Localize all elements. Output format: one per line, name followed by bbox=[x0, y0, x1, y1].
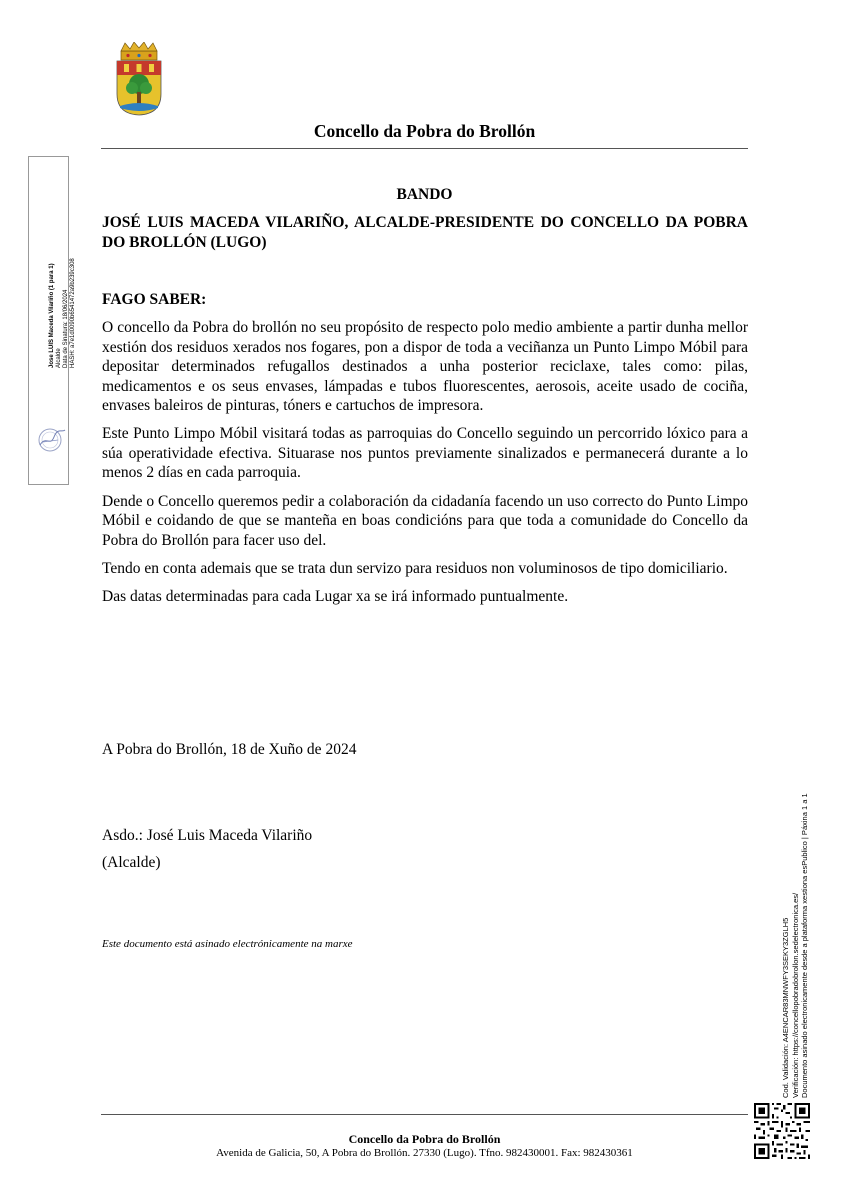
coat-of-arms-logo bbox=[112, 42, 166, 116]
verification-url-line: Verificación: https://concellopobradobrollon.sedelectronica.es/ bbox=[790, 892, 800, 1098]
body-paragraph: O concello da Pobra do brollón no seu propósito de respecto polo medio ambiente a partir dunha mellor xestión dos residuos xerados nos fogares, pon a dispor de toda a veciñanza un Punto Limpo Móbil para depositar determinados refugallos destinados a unha posterior reciclaxe, tales como: pilas, medicamentos e os seus envases, lámpadas e tubos fluorescentes, aerosois, aceite usado de cociña, envases baleiros de pinturas, tóners e cartuchos de impresora. bbox=[102, 319, 748, 414]
footer-address: Avenida de Galicia, 50, A Pobra do Brollón. 27330 (Lugo). Tfno. 982430001. Fax: 982430361 bbox=[216, 1147, 633, 1159]
body-paragraph: Dende o Concello queremos pedir a colaboración da cidadanía facendo un uso correcto do Punto Limpo Móbil e coidando de que se manteña en boas condicións para que toda a comunidade do Concello da Pobra do Brollón para facer uso del. bbox=[102, 492, 748, 549]
signature-stamp-icon bbox=[36, 425, 66, 455]
footer-divider bbox=[101, 1114, 748, 1115]
electronic-signature-note: Este documento está asinado electrónicamente na marxe bbox=[102, 938, 353, 950]
validation-code-line: Cod. Validación: A4ENCAR83MNWFY3SEKY3ZGLH5 bbox=[781, 917, 790, 1098]
body-paragraph: Este Punto Limpo Móbil visitará todas as parroquias do Concello seguindo un percorrido lóxico para a súa operatividade efectiva. Situarase nos puntos previamente sinalizados e permanecerá durante a lo menos 2 días en cada parroquia. bbox=[102, 425, 748, 482]
platform-page-line: Documento asinado electronicamente desde a plataforma xestiona esPublico | Páxina 1 a 1 bbox=[800, 793, 809, 1098]
header-title: Concello da Pobra do Brollón bbox=[313, 121, 536, 141]
body-paragraph: Das datas determinadas para cada Lugar xa se irá informado puntualmente. bbox=[102, 588, 569, 606]
document-subheading: JOSÉ LUIS MACEDA VILARIÑO, ALCALDE-PRESIDENTE DO CONCELLO DA POBRA DO BROLLÓN (LUGO) bbox=[102, 214, 748, 251]
document-heading: BANDO bbox=[396, 186, 453, 203]
validation-text bbox=[781, 793, 810, 1098]
signer-position-line: Alcalde bbox=[56, 348, 62, 368]
document-intro: FAGO SABER: bbox=[102, 291, 207, 308]
signature-hash-line: HASH: a7e1d0090b6541472a9b239c308 bbox=[70, 258, 76, 368]
header-divider bbox=[101, 148, 748, 149]
document-body bbox=[102, 318, 748, 615]
signature-line: Asdo.: José Luis Maceda Vilariño bbox=[102, 827, 313, 844]
date-line: A Pobra do Brollón, 18 de Xuño de 2024 bbox=[102, 741, 357, 758]
body-paragraph: Tendo en conta ademais que se trata dun servizo para residuos non voluminosos de tipo domiciliario. bbox=[102, 559, 728, 577]
signature-date-line: Data de Sinatura: 18/06/2024 bbox=[63, 289, 69, 368]
signer-line: Jose LUIS Maceda Vilariño (1 para 1) bbox=[49, 263, 55, 368]
footer-title: Concello da Pobra do Brollón bbox=[348, 1132, 501, 1146]
signer-role: (Alcalde) bbox=[102, 854, 161, 871]
